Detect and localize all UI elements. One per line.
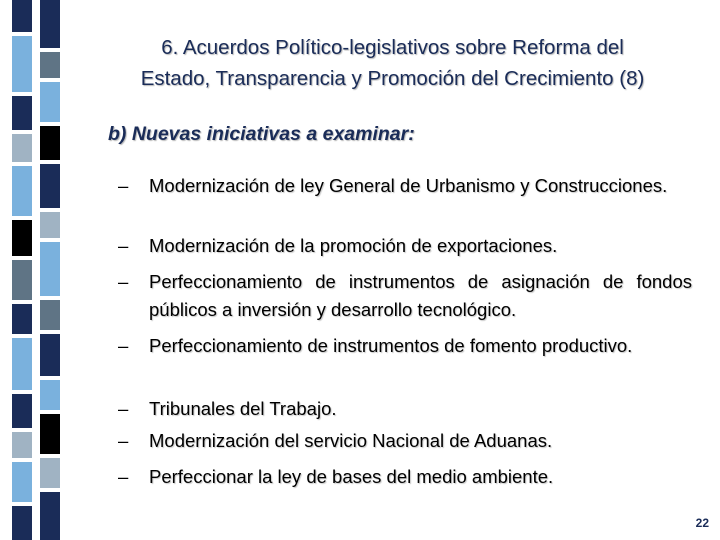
bullet-dash: – [118, 398, 129, 419]
bullet-dash: – [118, 175, 129, 196]
bullet-text: Perfeccionamiento de instrumentos de fomento productivo. [149, 335, 633, 356]
bullet-dash: – [118, 430, 129, 451]
bullet-text: Modernización de ley General de Urbanismo y Construcciones. [149, 175, 668, 196]
bullet-dash: – [118, 335, 129, 356]
page-number: 22 [695, 516, 709, 530]
bullet-text: Perfeccionamiento de instrumentos de asignación de fondos públicos a inversión y desarrollo tecnológico. [149, 271, 692, 320]
bullet-text: Modernización del servicio Nacional de Aduanas. [149, 430, 553, 451]
slide-title-line-1: 6. Acuerdos Político-legislativos sobre Reforma del [161, 36, 624, 59]
bullet-item [118, 395, 692, 423]
bullet-dash: – [118, 271, 129, 292]
bullet-dash: – [118, 466, 129, 487]
bullet-text: Modernización de la promoción de exportaciones. [149, 235, 558, 256]
bullet-item [118, 332, 692, 360]
bullet-item [118, 427, 692, 455]
slide-subtitle: b) Nuevas iniciativas a examinar: [108, 123, 415, 145]
bullet-item [118, 232, 692, 260]
bullet-text: Tribunales del Trabajo. [149, 398, 337, 419]
bullet-dash: – [118, 235, 129, 256]
bullet-item [118, 172, 692, 200]
bullet-text: Perfeccionar la ley de bases del medio ambiente. [149, 466, 554, 487]
bullet-item [118, 268, 692, 324]
bullet-item [118, 463, 692, 491]
slide-title-line-2: Estado, Transparencia y Promoción del Crecimiento (8) [140, 67, 645, 90]
